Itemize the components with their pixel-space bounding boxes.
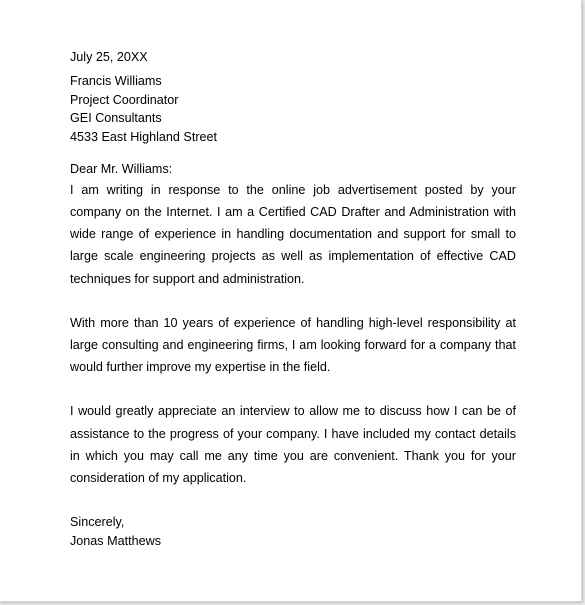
letter-date: July 25, 20XX	[70, 50, 148, 64]
recipient-address	[70, 72, 516, 147]
body-paragraph-1: I am writing in response to the online job advertisement posted by your company on the Internet. I am a Certified CAD Drafter and Administration with wide range of experience in handling documentation and support for small to large scale engineering projects as well as implementation of effective CAD techniques for support and administration.	[70, 182, 516, 286]
signature-name: Jonas Matthews	[70, 534, 161, 549]
body-paragraph-2: With more than 10 years of experience of handling high-level responsibility at large consulting and engineering firms, I am looking forward for a company that would further improve my expertise in the field.	[70, 315, 516, 375]
cover-letter	[70, 48, 516, 551]
recipient-name: Francis Williams	[70, 73, 162, 88]
closing-block	[70, 513, 516, 551]
body-paragraph-3: I would greatly appreciate an interview to allow me to discuss how I can be of assistance to the progress of your company. I have included my contact details in which you may call me any time you are convenient. Thank you for your consideration of my application.	[70, 404, 516, 486]
closing-phrase: Sincerely,	[70, 515, 125, 530]
recipient-street: 4533 East Highland Street	[70, 130, 218, 145]
recipient-company: GEI Consultants	[70, 111, 162, 126]
recipient-title: Project Coordinator	[70, 92, 179, 107]
salutation: Dear Mr. Williams:	[70, 161, 173, 176]
